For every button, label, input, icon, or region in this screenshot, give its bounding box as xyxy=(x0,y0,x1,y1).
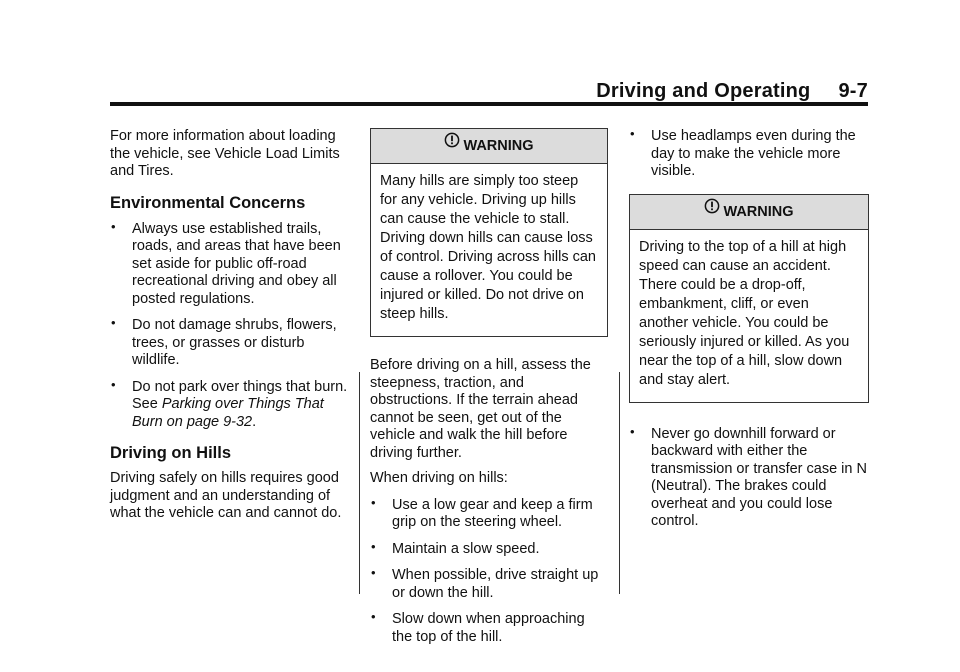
column-2 xyxy=(370,128,608,646)
warning-text: Many hills are simply too steep for any vehicle. Driving up hills can cause the vehicle to stall. Driving down hills can cause loss of control. Driving across hills can cause a rollover. You could be injured or killed. Do not drive on steep hills. xyxy=(380,173,596,322)
bullet-item xyxy=(370,567,608,602)
hill-assess-paragraph: Before driving on a hill, assess the steepness, traction, and obstructions. If the terrain ahead cannot be seen, get out of the vehicle and walk the hill before driving further. xyxy=(370,357,591,461)
page-header xyxy=(596,80,868,103)
bullet-icon: • xyxy=(111,376,116,392)
warning-label: WARNING xyxy=(463,138,534,154)
warning-text: Driving to the top of a hill at high speed can cause an accident. There could be a drop-off, embankment, cliff, or even another vehicle. You could be seriously injured or killed. As you near the top of a hill, slow down and stay alert. xyxy=(639,238,850,388)
bullet-icon: • xyxy=(111,218,116,234)
intro-paragraph: For more information about loading the vehicle, see Vehicle Load Limits and Tires. xyxy=(110,128,340,179)
bullet-icon: • xyxy=(630,126,635,141)
warning-box xyxy=(629,194,869,403)
warning-label: WARNING xyxy=(723,203,794,220)
cross-reference-link[interactable]: Parking over Things That Burn on page 9-32 xyxy=(132,396,324,430)
bullet-item xyxy=(370,494,608,532)
bullet-icon: • xyxy=(630,423,635,439)
bullet-text: Use headlamps even during the day to make the vehicle more visible. xyxy=(651,128,856,179)
warning-box xyxy=(370,128,608,337)
when-driving-paragraph: When driving on hills: xyxy=(370,470,508,486)
hills-paragraph: Driving safely on hills requires good judgment and an understanding of what the vehicle can and cannot do. xyxy=(110,470,342,521)
header-rule xyxy=(110,102,868,106)
environmental-heading: Environmental Concerns xyxy=(110,193,306,212)
bullet-text: Do not damage shrubs, flowers, trees, or grasses or disturb wildlife. xyxy=(132,317,337,368)
bullet-item xyxy=(629,423,869,531)
page-number: 9-7 xyxy=(838,80,868,102)
bullet-icon: • xyxy=(371,609,376,624)
bullet-suffix: . xyxy=(252,413,257,430)
bullet-item xyxy=(370,611,608,646)
column-divider xyxy=(619,372,620,594)
bullet-item xyxy=(110,376,350,432)
warning-icon xyxy=(704,193,720,227)
hills-heading: Driving on Hills xyxy=(110,444,232,462)
bullet-text: Maintain a slow speed. xyxy=(392,540,540,557)
column-divider xyxy=(359,372,360,594)
warning-header xyxy=(371,129,607,164)
bullet-icon: • xyxy=(371,538,376,554)
bullet-item xyxy=(110,317,350,370)
bullet-text: Do not park over things that burn. See xyxy=(132,378,348,412)
bullet-text: Always use established trails, roads, and areas that have been set aside for public off-road recreational driving and obey all posted regulations. xyxy=(132,220,341,307)
bullet-text: Slow down when approaching the top of the hill. xyxy=(392,611,585,645)
bullet-text: When possible, drive straight up or down the hill. xyxy=(392,567,599,601)
warning-icon xyxy=(444,127,460,161)
bullet-text: Use a low gear and keep a firm grip on the steering wheel. xyxy=(392,496,593,530)
column-3 xyxy=(629,128,869,531)
section-title: Driving and Operating xyxy=(596,80,811,102)
column-1 xyxy=(110,128,350,523)
bullet-item xyxy=(629,128,869,181)
bullet-icon: • xyxy=(111,315,116,330)
bullet-item xyxy=(370,538,608,559)
bullet-icon: • xyxy=(371,494,376,510)
bullet-text: Never go downhill forward or backward with either the transmission or transfer case in N (Neutral). The brakes could overheat and you could lose control. xyxy=(651,425,867,529)
bullet-item xyxy=(110,218,350,309)
bullet-icon: • xyxy=(371,565,376,580)
warning-header xyxy=(630,195,868,230)
